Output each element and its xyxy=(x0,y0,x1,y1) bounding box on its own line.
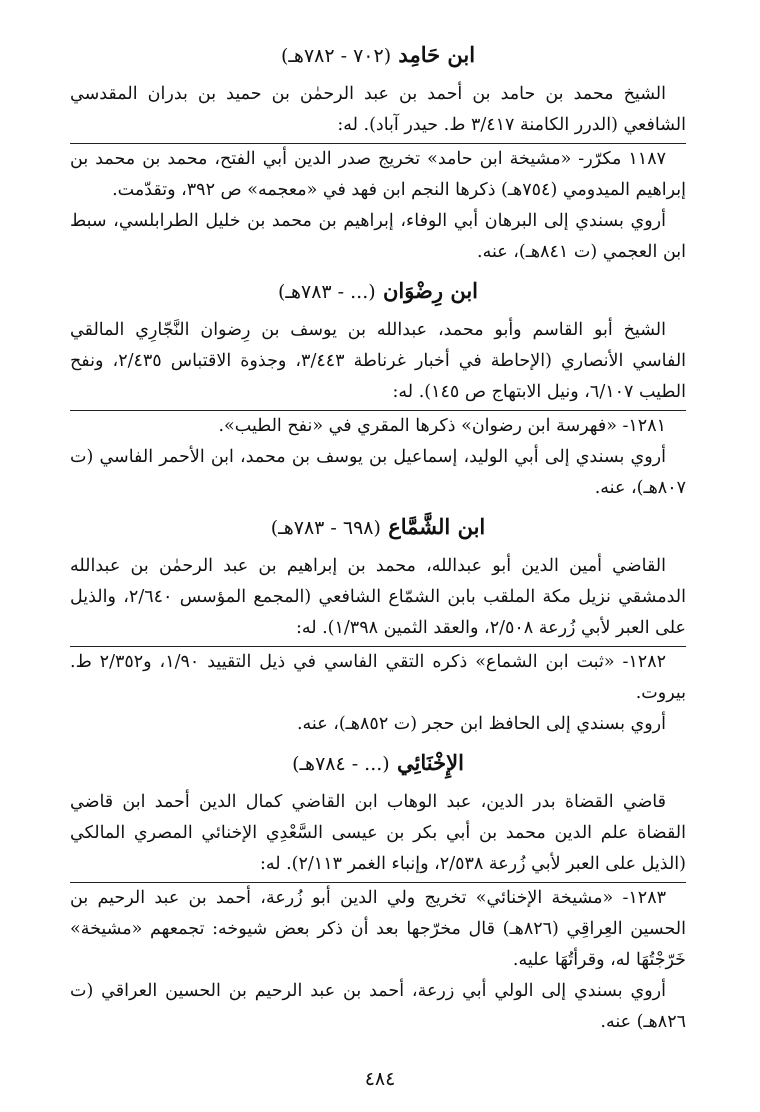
entry-name: ابن الشَّمَّاع xyxy=(388,514,486,539)
entry-ibn-ridwan xyxy=(70,276,686,504)
narration-chain: أروي بسندي إلى الحافظ ابن حجر (ت ٨٥٢هـ)، عنه. xyxy=(296,714,666,734)
entry-dates: (٧٠٢ - ٧٨٢هـ) xyxy=(280,45,392,67)
entry-heading xyxy=(70,748,686,779)
entry-al-ikhnai xyxy=(70,748,686,1038)
entry-ibn-alshammaa xyxy=(70,512,686,740)
narration-chain: أروي بسندي إلى أبي الوليد، إسماعيل بن يوسف بن محمد، ابن الأحمر الفاسي (ت ٨٠٧هـ)، عنه. xyxy=(70,447,686,498)
entry-name: ابن رِضْوَان xyxy=(382,278,479,303)
entry-biography: الشيخ أبو القاسم وأبو محمد، عبدالله بن يوسف بن رِضوان النَّجّارِي المالقي الفاسي الأنصاري (الإحاطة في أخبار غرناطة ٣/٤٤٣، وجذوة الاقتباس ٢/٤٣٥، ونفح الطيب ٦/١٠٧، ونيل الابتهاج ص ١٤٥). له: xyxy=(70,320,687,402)
page-number: ٤٨٤ xyxy=(364,1068,396,1090)
entry-dates: (... - ٧٨٣هـ) xyxy=(277,281,376,303)
entry-dates: (٦٩٨ - ٧٨٣هـ) xyxy=(270,517,381,539)
entry-biography: قاضي القضاة بدر الدين، عبد الوهاب ابن القاضي كمال الدين أحمد ابن قاضي القضاة علم الدين محمد بن أبي بكر بن عيسى السَّعْدِي الإخنائي المصري المالكي (الذيل على العبر لأبي زُرعة ٢/٥٣٨، وإنباء الغمر ٢/١١٣). له: xyxy=(70,792,686,874)
entry-heading xyxy=(70,276,686,307)
entry-biography: الشيخ محمد بن حامد بن أحمد بن عبد الرحمٰن بن حميد بن بدران المقدسي الشافعي (الدرر الكامنة ٣/٤١٧ ط. حيدر آباد). له: xyxy=(70,84,686,135)
work-item: ١٢٨٢- «ثبت ابن الشماع» ذكره التقي الفاسي في ذيل التقييد ١/٩٠، و٢/٣٥٢ ط. بيروت. xyxy=(70,646,686,709)
narration-chain: أروي بسندي إلى الولي أبي زرعة، أحمد بن عبد الرحيم بن الحسين العراقي (ت ٨٢٦هـ) عنه. xyxy=(70,981,686,1032)
work-item: ١١٨٧ مكرّر- «مشيخة ابن حامد» تخريج صدر الدين أبي الفتح، محمد بن محمد بن إبراهيم الميدومي (٧٥٤هـ) ذكرها النجم ابن فهد في «معجمه» ص ٣٩٢، وتقدّمت. xyxy=(70,143,686,206)
entry-biography: القاضي أمين الدين أبو عبدالله، محمد بن إبراهيم بن عبد الرحمٰن بن عبدالله الدمشقي نزيل مكة الملقب بابن الشمّاع الشافعي (المجمع المؤسس ٢/٦٤٠، والذيل على العبر لأبي زُرعة ٢/٥٠٨، والعقد الثمين ١/٣٩٨). له: xyxy=(70,556,686,638)
work-item: ١٢٨١- «فهرسة ابن رضوان» ذكرها المقري في «نفح الطيب». xyxy=(70,410,686,442)
entry-ibn-hamid xyxy=(70,40,686,268)
entry-heading xyxy=(70,40,686,71)
work-item: ١٢٨٣- «مشيخة الإخنائي» تخريج ولي الدين أبو زُرعة، أحمد بن عبد الرحيم بن الحسين العِراقِي (٨٢٦هـ) قال مخرّجها بعد أن ذكر بعض شيوخه: تجمعهم «مشيخة» خَرّجْتُهَا له، وقرأتُهَا عليه. xyxy=(70,882,686,976)
entry-name: الإِخْنَائِي xyxy=(397,750,464,775)
entry-dates: (... - ٧٨٤هـ) xyxy=(292,753,390,775)
entry-heading xyxy=(70,512,686,543)
entry-name: ابن حَامِد xyxy=(398,42,476,67)
narration-chain: أروي بسندي إلى البرهان أبي الوفاء، إبراهيم بن محمد بن خليل الطرابلسي، سبط ابن العجمي (ت ٨٤١هـ)، عنه. xyxy=(70,211,686,262)
